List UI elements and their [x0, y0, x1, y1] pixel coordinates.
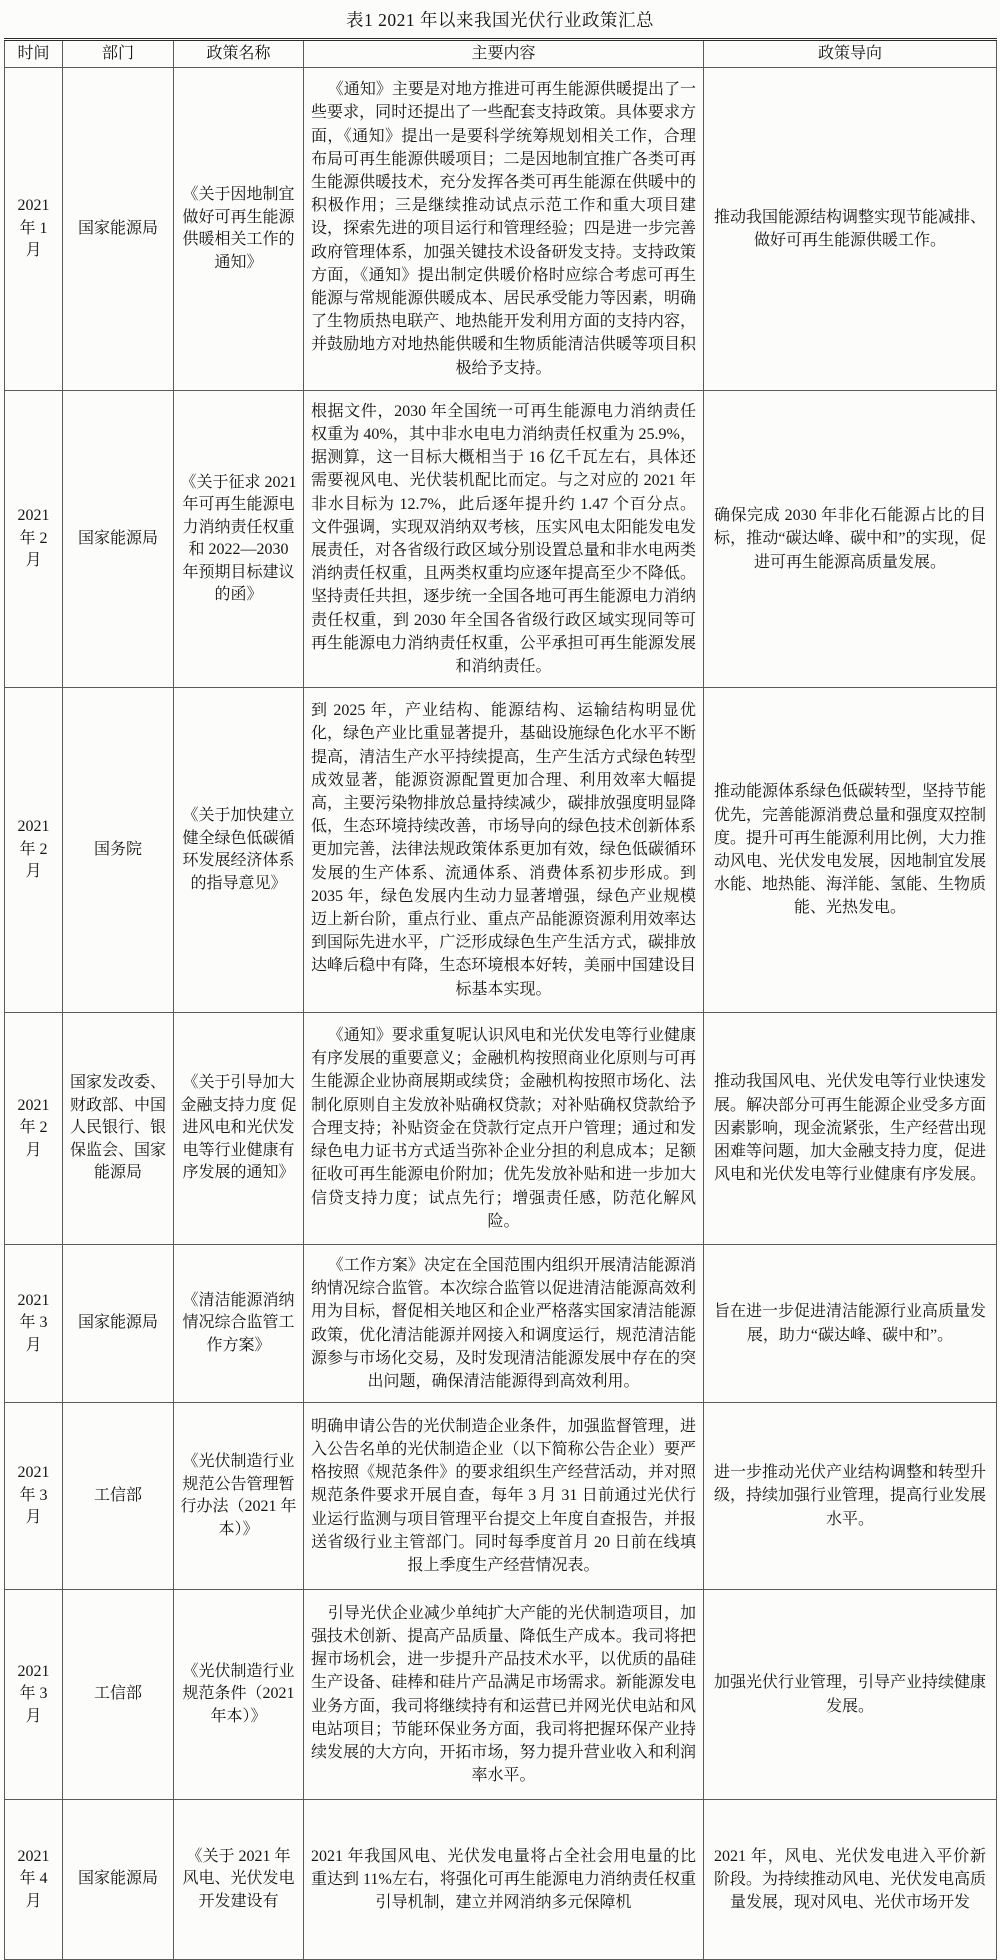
- table-row: [5, 1013, 997, 1245]
- cell-time: 2021 年 1 月: [5, 68, 63, 391]
- header-department: 部门: [63, 40, 174, 68]
- cell-policy-name: 《关于加快建立健全绿色低碳循环发展经济体系的指导意见》: [174, 688, 304, 1013]
- header-policy-orientation: 政策导向: [704, 40, 997, 68]
- cell-main-content: 到 2025 年，产业结构、能源结构、运输结构明显优化，绿色产业比重显著提升，基础设施绿色化水平不断提高，清洁生产水平持续提高，生产生活方式绿色转型成效显著，能源资源配置更加合理、利用效率大幅提高，主要污染物排放总量持续减少，碳排放强度明显降低，生态环境持续改善，市场导向的绿色技术创新体系更加完善，法律法规政策体系更加有效，绿色低碳循环发展的生产体系、流通体系、消费体系初步形成。到 2035 年，绿色发展内生动力显著增强，绿色产业规模迈上新台阶，重点行业、重点产品能源资源利用效率达到国际先进水平，广泛形成绿色生产生活方式，碳排放达峰后稳中有降，生态环境根本好转，美丽中国建设目标基本实现。: [304, 688, 704, 1013]
- table-row: [5, 688, 997, 1013]
- cell-department: 国家发改委、财政部、中国人民银行、银保监会、国家能源局: [63, 1013, 174, 1245]
- header-main-content: 主要内容: [304, 40, 704, 68]
- cell-main-content: 明确申请公告的光伏制造企业条件，加强监督管理，进入公告名单的光伏制造企业（以下简称公告企业）要严格按照《规范条件》的要求组织生产经营活动，并对照规范条件要求开展自查，每年 3 月 31 日前通过光伏行业运行监测与项目管理平台提交上年度自查报告，并报送省级行业主管部门。同时每季度首月 20 日前在线填报上季度生产经营情况表。: [304, 1403, 704, 1590]
- cell-time: 2021 年 2 月: [5, 391, 63, 688]
- cell-time: 2021 年 3 月: [5, 1245, 63, 1403]
- cell-main-content: 根据文件，2030 年全国统一可再生能源电力消纳责任权重为 40%，其中非水电电力消纳责任权重为 25.9%，据测算，这一目标大概相当于 16 亿千瓦左右，具体还需要视风电、光伏装机配比而定。与之对应的 2021 年非水目标为 12.7%，此后逐年提升约 1.47 个百分点。文件强调，实现双消纳双考核，压实风电太阳能发电发展责任，对各省级行政区域分别设置总量和非水电两类消纳责任权重，且两类权重均应逐年提高至少不降低。坚持责任共担，逐步统一全国各地可再生能源电力消纳责任权重，到 2030 年全国各省级行政区域实现同等可再生能源电力消纳责任权重，公平承担可再生能源发展和消纳责任。: [304, 391, 704, 688]
- cell-policy-orientation: 旨在进一步促进清洁能源行业高质量发展，助力“碳达峰、碳中和”。: [704, 1245, 997, 1403]
- cell-time: 2021 年 2 月: [5, 688, 63, 1013]
- cell-department: 国务院: [63, 688, 174, 1013]
- cell-time: 2021 年 3 月: [5, 1403, 63, 1590]
- cell-department: 国家能源局: [63, 391, 174, 688]
- cell-department: 工信部: [63, 1590, 174, 1800]
- cell-policy-orientation: 推动能源体系绿色低碳转型，坚持节能优先，完善能源消费总量和强度双控制度。提升可再生能源利用比例，大力推动风电、光伏发电发展，因地制宜发展水能、地热能、海洋能、氢能、生物质能、光热发电。: [704, 688, 997, 1013]
- table-row: [5, 1245, 997, 1403]
- header-policy-name: 政策名称: [174, 40, 304, 68]
- policy-table: [4, 38, 997, 1960]
- cell-main-content: 2021 年我国风电、光伏发电量将占全社会用电量的比重达到 11%左右，将强化可再生能源电力消纳责任权重引导机制，建立并网消纳多元保障机: [304, 1800, 704, 1960]
- table-row: [5, 1800, 997, 1960]
- table-title: 表1 2021 年以来我国光伏行业政策汇总: [346, 10, 654, 30]
- cell-policy-orientation: 2021 年，风电、光伏发电进入平价新阶段。为持续推动风电、光伏发电高质量发展，现对风电、光伏市场开发: [704, 1800, 997, 1960]
- cell-department: 国家能源局: [63, 1245, 174, 1403]
- cell-policy-name: 《关于征求 2021 年可再生能源电力消纳责任权重和 2022—2030 年预期目标建议的函》: [174, 391, 304, 688]
- cell-policy-orientation: 确保完成 2030 年非化石能源占比的目标，推动“碳达峰、碳中和”的实现，促进可再生能源高质量发展。: [704, 391, 997, 688]
- cell-policy-orientation: 推动我国风电、光伏发电等行业快速发展。解决部分可再生能源企业受多方面因素影响，现金流紧张，生产经营出现困难等问题，加大金融支持力度，促进风电和光伏发电等行业健康有序发展。: [704, 1013, 997, 1245]
- cell-policy-name: 《关于 2021 年风电、光伏发电开发建设有: [174, 1800, 304, 1960]
- cell-policy-name: 《关于引导加大金融支持力度 促进风电和光伏发电等行业健康有序发展的通知》: [174, 1013, 304, 1245]
- header-time: 时间: [5, 40, 63, 68]
- cell-main-content: 《通知》要求重复呢认识风电和光伏发电等行业健康有序发展的重要意义；金融机构按照商业化原则与可再生能源企业协商展期或续贷；金融机构按照市场化、法制化原则自主发放补贴确权贷款；对补贴确权贷款给予合理支持；补贴资金在贷款行定点开户管理；通过和发绿色电力证书方式适当弥补企业分担的利息成本；足额征收可再生能源电价附加；优先发放补贴和进一步加大信贷支持力度；试点先行；增强责任感，防范化解风险。: [304, 1013, 704, 1245]
- table-row: [5, 68, 997, 391]
- header-row: [5, 40, 997, 68]
- cell-department: 国家能源局: [63, 68, 174, 391]
- cell-main-content: 引导光伏企业减少单纯扩大产能的光伏制造项目，加强技术创新、提高产品质量、降低生产成本。我司将把握市场机会，进一步提升产品技术水平，以优质的晶硅生产设备、硅棒和硅片产品满足市场需求。新能源发电业务方面，我司将继续持有和运营已并网光伏电站和风电站项目；节能环保业务方面，我司将把握环保产业持续发展的大方向，开拓市场，努力提升营业收入和利润率水平。: [304, 1590, 704, 1800]
- cell-time: 2021 年 3 月: [5, 1590, 63, 1800]
- table-row: [5, 1590, 997, 1800]
- table-row: [5, 391, 997, 688]
- cell-policy-orientation: 推动我国能源结构调整实现节能减排、做好可再生能源供暖工作。: [704, 68, 997, 391]
- cell-time: 2021 年 4 月: [5, 1800, 63, 1960]
- table-row: [5, 1403, 997, 1590]
- cell-time: 2021 年 2 月: [5, 1013, 63, 1245]
- cell-policy-name: 《关于因地制宜做好可再生能源供暖相关工作的通知》: [174, 68, 304, 391]
- cell-department: 国家能源局: [63, 1800, 174, 1960]
- cell-policy-orientation: 进一步推动光伏产业结构调整和转型升级，持续加强行业管理，提高行业发展水平。: [704, 1403, 997, 1590]
- cell-policy-name: 《光伏制造行业规范条件（2021 年本）》: [174, 1590, 304, 1800]
- cell-policy-orientation: 加强光伏行业管理，引导产业持续健康发展。: [704, 1590, 997, 1800]
- cell-main-content: 《通知》主要是对地方推进可再生能源供暖提出了一些要求，同时还提出了一些配套支持政策。具体要求方面，《通知》提出一是要科学统筹规划相关工作，合理布局可再生能源供暖项目；二是因地制宜推广各类可再生能源供暖技术，充分发挥各类可再生能源在供暖中的积极作用；三是继续推动试点示范工作和重大项目建设，探索先进的项目运行和管理经验；四是进一步完善政府管理体系，加强关键技术设备研发支持。支持政策方面，《通知》提出制定供暖价格时应综合考虑可再生能源与常规能源供暖成本、居民承受能力等因素，明确了生物质热电联产、地热能开发利用方面的支持内容，并鼓励地方对地热能供暖和生物质能清洁供暖等项目积极给予支持。: [304, 68, 704, 391]
- cell-policy-name: 《光伏制造行业规范公告管理暂行办法（2021 年本）》: [174, 1403, 304, 1590]
- cell-department: 工信部: [63, 1403, 174, 1590]
- cell-main-content: 《工作方案》决定在全国范围内组织开展清洁能源消纳情况综合监管。本次综合监管以促进清洁能源高效利用为目标，督促相关地区和企业严格落实国家清洁能源政策，优化清洁能源并网接入和调度运行，规范清洁能源参与市场化交易，及时发现清洁能源发展中存在的突出问题，确保清洁能源得到高效利用。: [304, 1245, 704, 1403]
- cell-policy-name: 《清洁能源消纳情况综合监管工作方案》: [174, 1245, 304, 1403]
